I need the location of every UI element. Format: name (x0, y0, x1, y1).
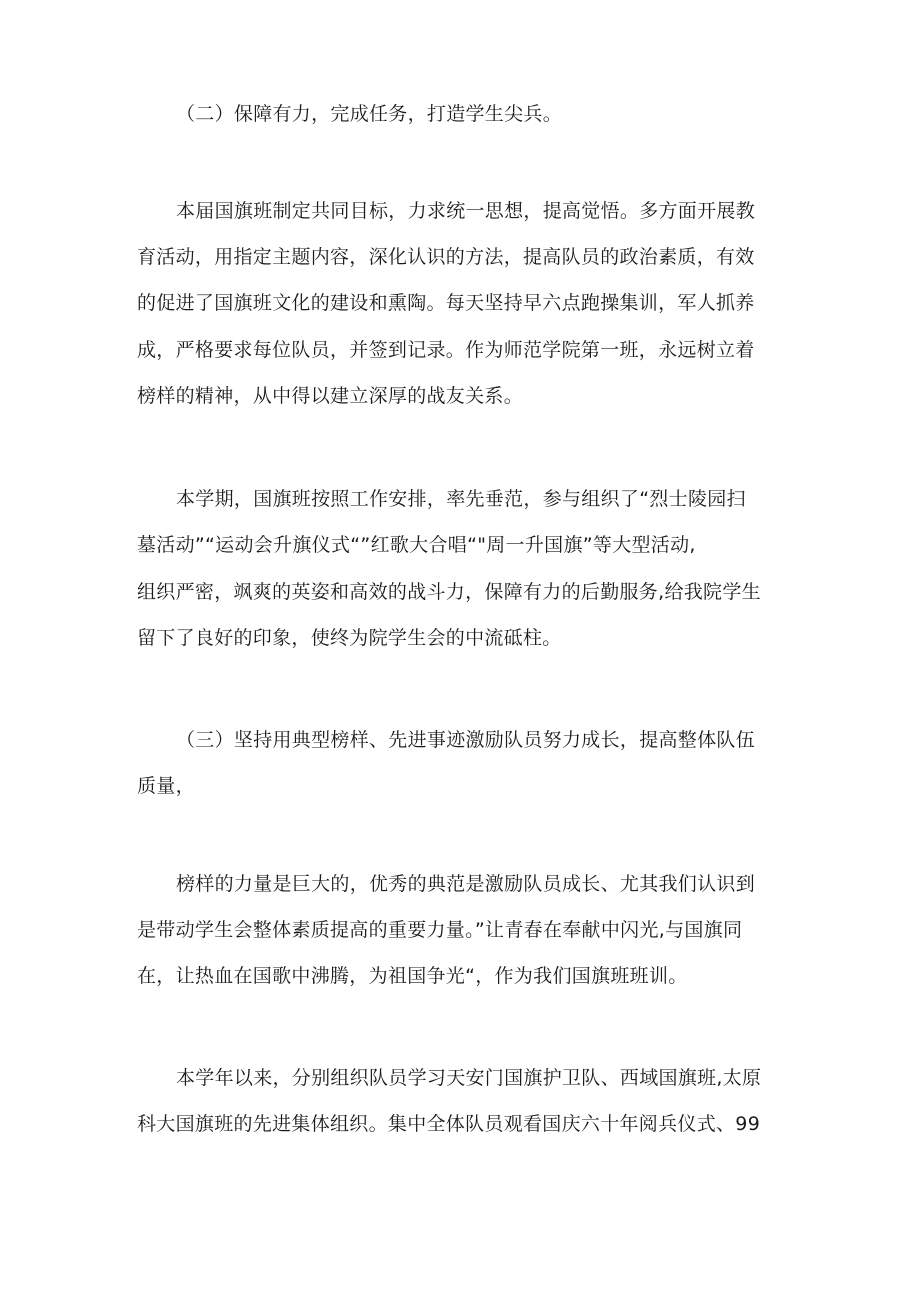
paragraph-2-line-2: 墓活动”“运动会升旗仪式“”红歌大合唱“"周一升国旗”等大型活动, (137, 534, 696, 556)
paragraph-1-line-1: 本届国旗班制定共同目标，力求统一思想，提高觉悟。多方面开展教 (176, 200, 756, 222)
paragraph-2-line-3: 组织严密，飒爽的英姿和高效的战斗力，保障有力的后勤服务,给我院学生 (137, 581, 761, 603)
paragraph-4-line-2: 科大国旗班的先进集体组织。集中全体队员观看国庆六十年阅兵仪式、99 (137, 1113, 761, 1135)
paragraph-3-line-3: 在，让热血在国歌中沸腾，为祖国争光“，作为我们国旗班班训。 (137, 965, 688, 987)
paragraph-1-line-5: 榜样的精神，从中得以建立深厚的战友关系。 (137, 385, 524, 407)
paragraph-1-line-2: 育活动，用指定主题内容，深化认识的方法，提高队员的政治素质，有效 (137, 246, 755, 268)
section-heading-3-line-1: （三）坚持用典型榜样、先进事迹激励队员努力成长，提高整体队伍 (176, 729, 756, 751)
paragraph-4-line-1: 本学年以来，分别组织队员学习天安门国旗护卫队、西域国旗班,太原 (176, 1067, 762, 1089)
paragraph-2-line-4: 留下了良好的印象，使终为院学生会的中流砥柱。 (137, 627, 562, 649)
section-heading-3-line-2: 质量， (137, 775, 195, 797)
paragraph-3-line-2: 是带动学生会整体素质提高的重要力量。”让青春在奉献中闪光,与国旗同 (137, 919, 743, 941)
paragraph-1-line-3: 的促进了国旗班文化的建设和熏陶。每天坚持早六点跑操集训，军人抓养 (137, 292, 755, 314)
paragraph-1-line-4: 成，严格要求每位队员，并签到记录。作为师范学院第一班，永远树立着 (137, 339, 755, 361)
section-heading-2: （二）保障有力，完成任务，打造学生尖兵。 (176, 103, 563, 125)
paragraph-2-line-1: 本学期，国旗班按照工作安排，率先垂范，参与组织了“烈士陵园扫 (176, 488, 746, 510)
paragraph-3-line-1: 榜样的力量是巨大的，优秀的典范是激励队员成长、尤其我们认识到 (176, 873, 756, 895)
